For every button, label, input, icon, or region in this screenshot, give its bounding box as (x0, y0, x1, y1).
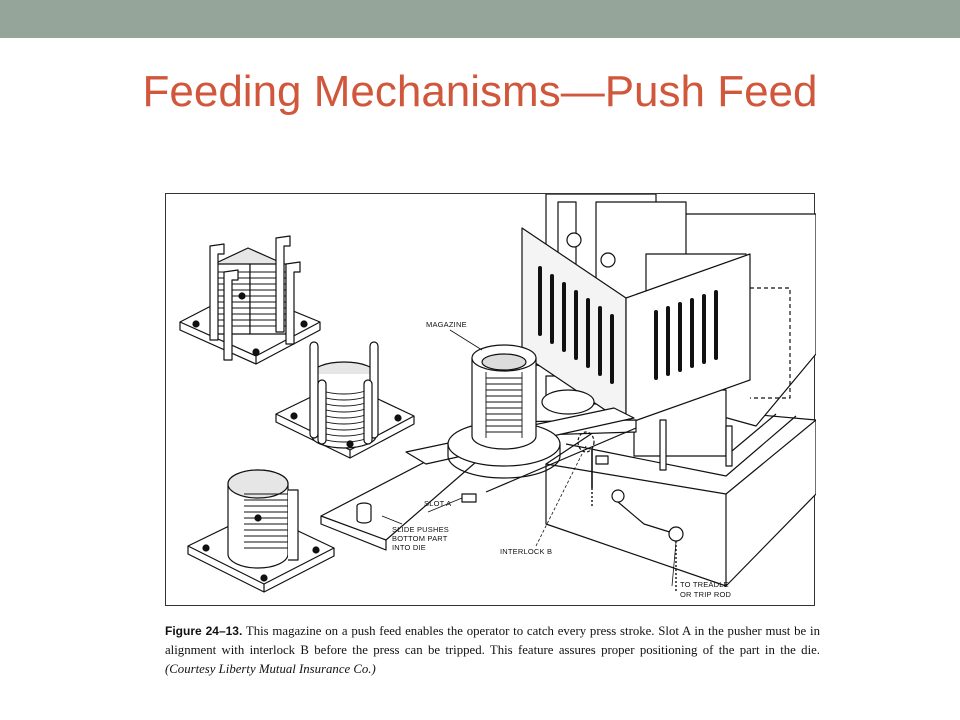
top-accent-bar (0, 0, 960, 38)
push-feed-drawing (166, 194, 816, 607)
tube-stack-magazine (188, 470, 334, 592)
label-interlock-b: INTERLOCK B (500, 547, 553, 556)
label-treadle-line1: TO TREADLE (680, 580, 729, 589)
figure-illustration (165, 193, 815, 606)
label-magazine: MAGAZINE (426, 320, 467, 329)
caption-text: This magazine on a push feed enables the operator to catch every press stroke. Slot A in the pusher must be in alignment with interlock B before the press can be tripped. This feature assures proper positioning of the part in the die. (165, 624, 820, 657)
slide-title: Feeding Mechanisms—Push Feed (142, 67, 818, 116)
square-stack-magazine (180, 236, 320, 364)
label-slot-a: SLOT A (424, 499, 452, 508)
figure-number: Figure 24–13. (165, 624, 243, 638)
label-slide-pushes-line3: INTO DIE (392, 543, 426, 552)
figure-caption (165, 622, 820, 679)
round-stack-magazine (276, 342, 414, 458)
press-die-block (522, 194, 816, 586)
caption-credit: (Courtesy Liberty Mutual Insurance Co.) (165, 662, 376, 676)
label-treadle-line2: OR TRIP ROD (680, 590, 732, 599)
label-slide-pushes-line2: BOTTOM PART (392, 534, 448, 543)
label-slide-pushes-line1: SLIDE PUSHES (392, 525, 450, 534)
